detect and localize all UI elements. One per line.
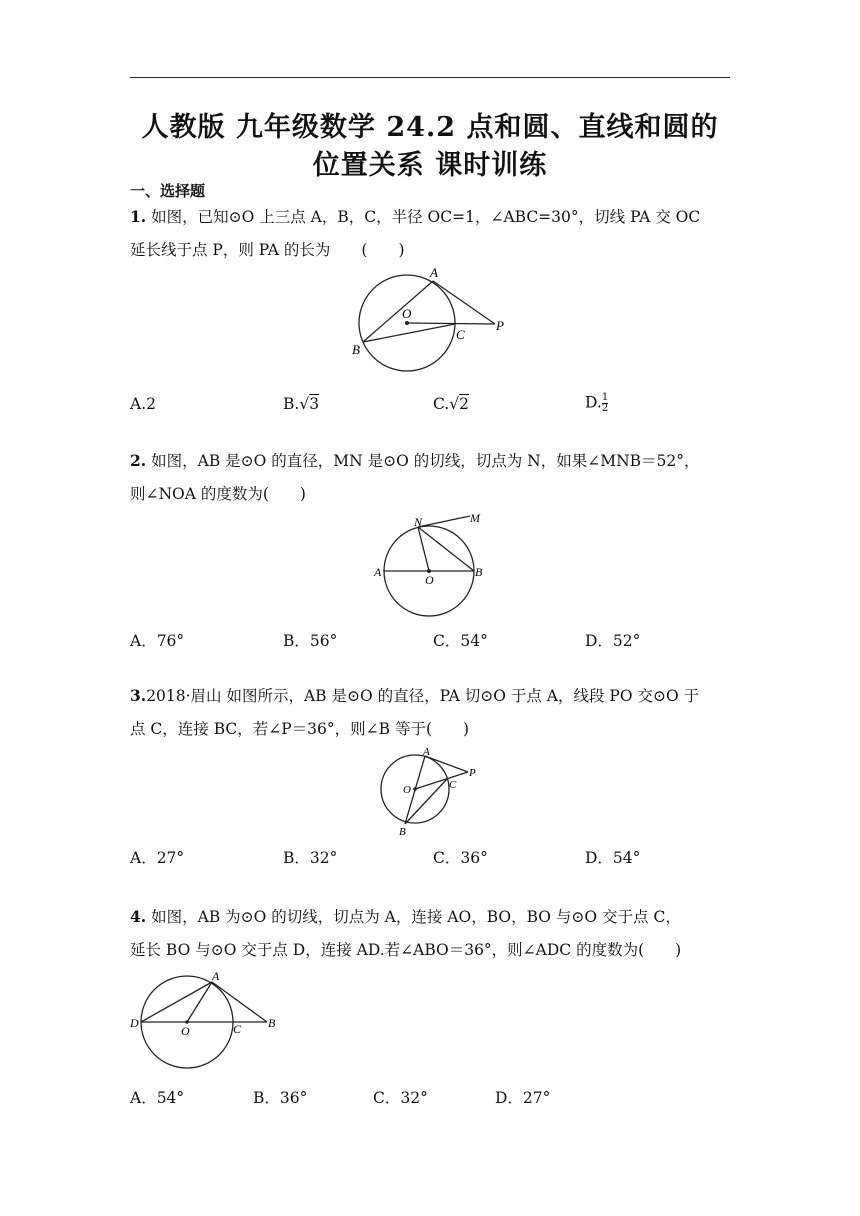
question-1-line-2: 延长线于点 P，则 PA 的长为 ( ) [130, 241, 405, 259]
q3-option-b[interactable]: B．32° [283, 849, 338, 867]
question-3-line-1: 3.2018·眉山 如图所示，AB 是⊙O 的直径，PA 切⊙O 于点 A，线段 PO 交⊙O 于 [130, 686, 700, 705]
fig1-label-b: B [352, 342, 360, 357]
question-1-figure [345, 262, 515, 382]
q4-option-b[interactable]: B．36° [253, 1089, 308, 1107]
question-4-line-2: 延长 BO 与⊙O 交于点 D，连接 AD.若∠ABO＝36°，则∠ADC 的度数为( ) [130, 941, 682, 959]
fig4-label-o: O [181, 1024, 190, 1038]
fig2-label-m: M [470, 511, 480, 525]
page-title-line-1: 人教版 九年级数学 24.2 点和圆、直线和圆的 [141, 112, 719, 143]
question-2-line-2: 则∠NOA 的度数为( ) [130, 485, 306, 503]
q3-option-c[interactable]: C．36° [433, 849, 488, 867]
question-1-line-1: 1. 如图，已知⊙O 上三点 A，B，C，半径 OC=1，∠ABC=30°，切线 PA 交 OC [130, 207, 701, 226]
q2-option-a[interactable]: A．76° [130, 632, 185, 650]
section-heading: 一、选择题 [130, 182, 206, 200]
q1-option-a[interactable]: A.2 [130, 395, 156, 413]
question-4-line-1: 4. 如图，AB 为⊙O 的切线，切点为 A，连接 AO，BO，BO 与⊙O 交于点 C， [130, 907, 681, 926]
question-3-figure [370, 742, 490, 837]
q4-option-d[interactable]: D．27° [495, 1089, 551, 1107]
q3-option-d[interactable]: D．54° [585, 849, 641, 867]
q2-option-b[interactable]: B．56° [283, 632, 338, 650]
header-rule [130, 77, 730, 78]
fig3-label-o: O [403, 784, 411, 796]
fig3-label-c: C [449, 779, 457, 791]
q3-option-a[interactable]: A．27° [130, 849, 185, 867]
fig2-label-o: O [425, 573, 434, 587]
question-2-line-1: 2. 如图，AB 是⊙O 的直径，MN 是⊙O 的切线，切点为 N，如果∠MNB＝52°， [130, 451, 700, 470]
fig1-label-p: P [496, 318, 504, 333]
fig3-label-a: A [423, 746, 430, 758]
q2-option-d[interactable]: D．52° [585, 632, 641, 650]
fig3-label-p: P [469, 767, 476, 779]
fig4-label-b: B [268, 1016, 276, 1030]
fig4-label-a: A [212, 969, 220, 983]
q4-option-c[interactable]: C．32° [373, 1089, 428, 1107]
fig3-label-b: B [399, 826, 406, 837]
q2-option-c[interactable]: C．54° [433, 632, 488, 650]
fig1-label-a: A [430, 265, 438, 280]
page-title-line-2: 位置关系 课时训练 [312, 150, 548, 181]
fig2-label-b: B [475, 565, 483, 579]
question-2-figure [370, 506, 500, 621]
question-3-line-2: 点 C，连接 BC，若∠P＝36°，则∠B 等于( ) [130, 720, 470, 738]
q1-option-b[interactable]: B.√3 [283, 395, 320, 413]
fig4-label-c: C [233, 1022, 242, 1036]
q1-option-d[interactable]: D. $\frac{1}{2}$ [585, 392, 609, 414]
question-4-figure [125, 968, 285, 1073]
fig1-label-o: O [402, 306, 412, 321]
q1-option-c[interactable]: C.√2 [433, 395, 469, 413]
fig1-label-c: C [456, 327, 465, 342]
q4-option-a[interactable]: A．54° [130, 1089, 185, 1107]
fig2-label-n: N [414, 515, 423, 529]
fig2-label-a: A [374, 565, 382, 579]
fig4-label-d: D [130, 1016, 139, 1030]
